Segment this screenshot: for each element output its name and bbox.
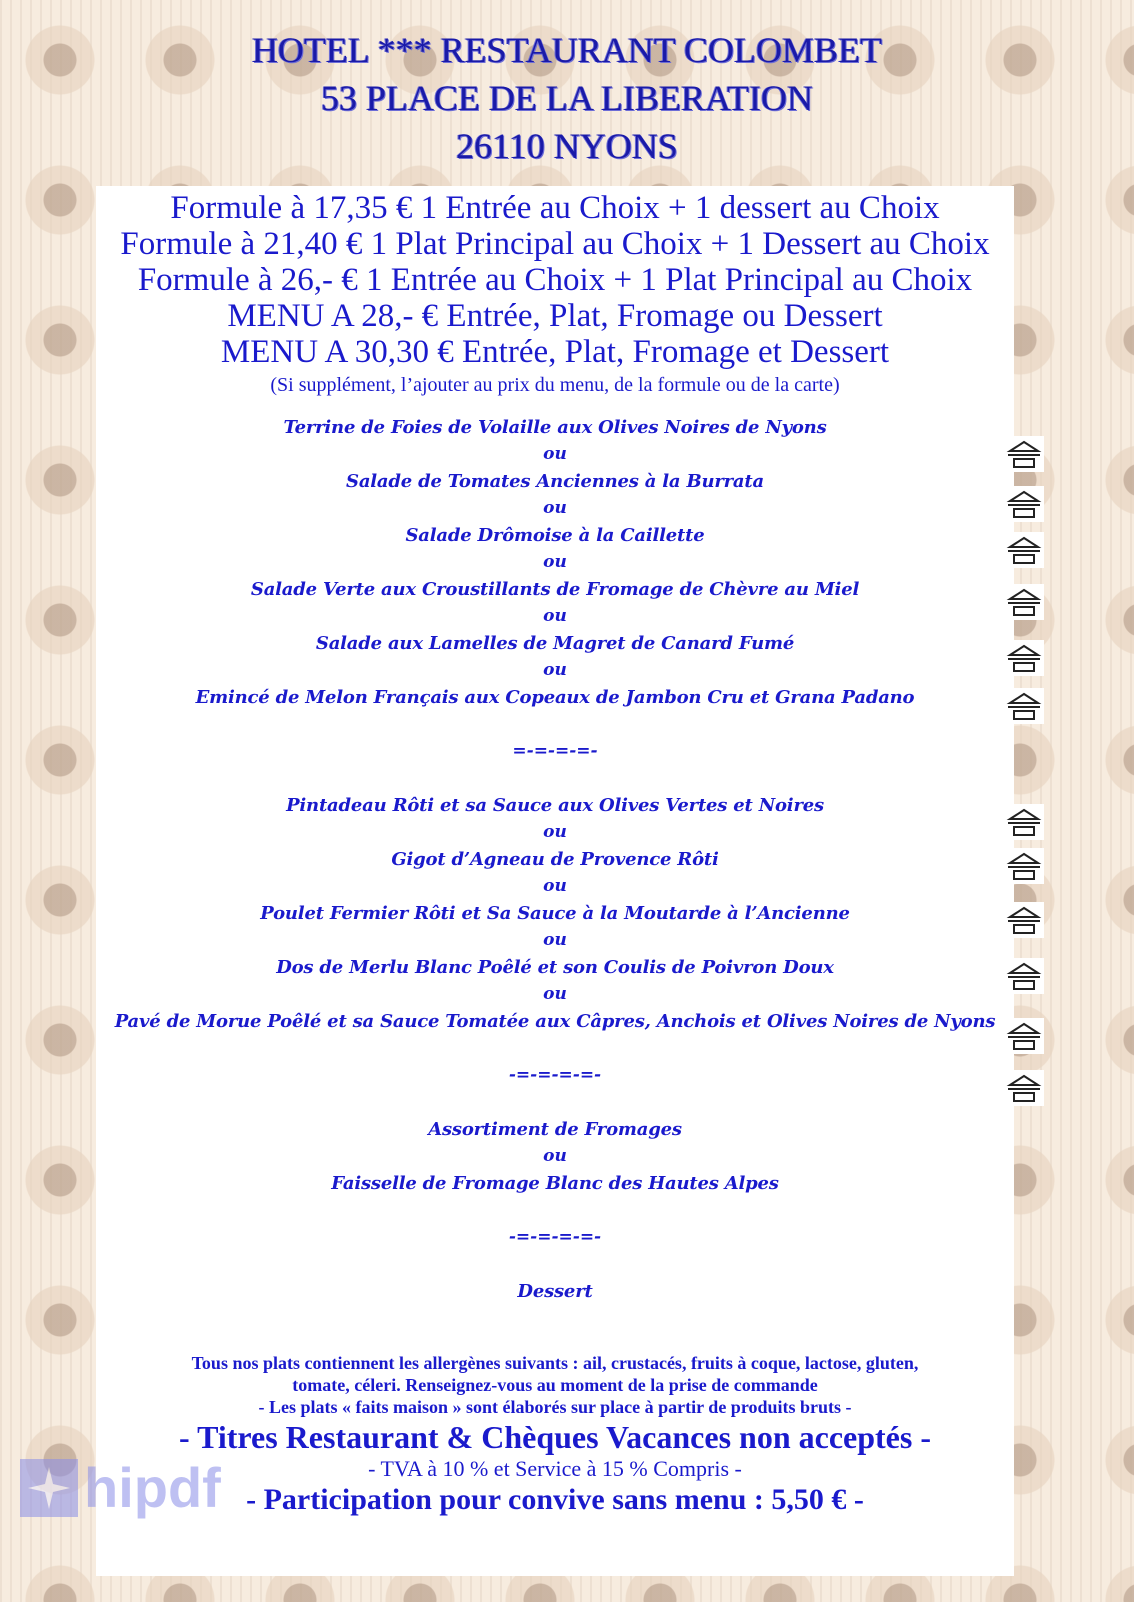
house-maison-icon (1004, 640, 1044, 676)
house-maison-icon (1004, 532, 1044, 568)
dessert-item: Dessert (517, 1281, 593, 1302)
starter-item: Salade de Tomates Anciennes à la Burrata (346, 471, 764, 492)
formula-list (96, 190, 1014, 398)
cheese-item: Assortiment de Fromages (428, 1119, 682, 1140)
or-label: ou (543, 930, 567, 950)
house-maison-icon (1004, 584, 1044, 620)
or-label: ou (543, 606, 567, 626)
starter-item: Emincé de Melon Français aux Copeaux de Jambon Cru et Grana Padano (195, 687, 915, 708)
or-label: ou (543, 876, 567, 896)
main-item: Poulet Fermier Rôti et Sa Sauce à la Moutarde à l’Ancienne (260, 903, 850, 924)
house-maison-icon (1004, 848, 1044, 884)
starter-item: Salade Verte aux Croustillants de Fromage de Chèvre au Miel (250, 579, 860, 600)
payment-notice: - Titres Restaurant & Chèques Vacances non acceptés - (179, 1419, 931, 1455)
menu-30: MENU A 30,30 € Entrée, Plat, Fromage et Dessert (220, 334, 890, 370)
hipdf-logo-icon (20, 1459, 78, 1517)
section-separator: -=-=-=-=- (508, 1065, 602, 1085)
main-item: Gigot d’Agneau de Provence Rôti (391, 849, 719, 870)
main-item: Dos de Merlu Blanc Poêlé et son Coulis de Poivron Doux (276, 957, 834, 978)
restaurant-address: 53 PLACE DE LA LIBERATION (321, 78, 813, 118)
allergen-notice (96, 1352, 1014, 1396)
allergen-line-1: Tous nos plats contiennent les allergènes suivants : ail, crustacés, fruits à coque, lactose, gluten, (191, 1353, 919, 1373)
formula-3: Formule à 26,- € 1 Entrée au Choix + 1 Plat Principal au Choix (137, 262, 973, 298)
watermark-text: hipdf (84, 1456, 221, 1519)
main-item: Pintadeau Rôti et sa Sauce aux Olives Vertes et Noires (286, 795, 824, 816)
cheese-item: Faisselle de Fromage Blanc des Hautes Alpes (331, 1173, 779, 1194)
dish-list (96, 414, 1014, 1305)
participation-notice: - Participation pour convive sans menu : 5,50 € - (246, 1483, 864, 1516)
restaurant-name: HOTEL *** RESTAURANT COLOMBET (251, 30, 883, 70)
starter-item: Salade Drômoise à la Caillette (405, 525, 705, 546)
house-maison-icon (1004, 486, 1044, 522)
watermark (20, 1458, 300, 1518)
house-maison-icon (1004, 804, 1044, 840)
or-label: ou (543, 552, 567, 572)
or-label: ou (543, 444, 567, 464)
menu-28: MENU A 28,- € Entrée, Plat, Fromage ou Dessert (227, 298, 883, 334)
or-label: ou (543, 822, 567, 842)
main-item: Pavé de Morue Poêlé et sa Sauce Tomatée aux Câpres, Anchois et Olives Noires de Nyons (114, 1011, 996, 1032)
supplement-note: (Si supplément, l’ajouter au prix du menu, de la formule ou de la carte) (270, 374, 840, 396)
restaurant-header (0, 26, 1134, 170)
restaurant-city: 26110 NYONS (456, 126, 678, 166)
starter-item: Salade aux Lamelles de Magret de Canard Fumé (315, 633, 795, 654)
starter-item: Terrine de Foies de Volaille aux Olives Noires de Nyons (283, 417, 827, 438)
formula-2: Formule à 21,40 € 1 Plat Principal au Choix + 1 Dessert au Choix (120, 226, 990, 262)
house-maison-icon (1004, 1070, 1044, 1106)
section-separator: =-=-=-=- (512, 741, 598, 761)
tax-notice: - TVA à 10 % et Service à 15 % Compris - (368, 1456, 742, 1481)
or-label: ou (543, 1146, 567, 1166)
house-maison-icon (1004, 436, 1044, 472)
house-maison-icon (1004, 958, 1044, 994)
or-label: ou (543, 984, 567, 1004)
section-separator: -=-=-=-=- (508, 1227, 602, 1247)
homemade-notice: - Les plats « faits maison » sont élaborés sur place à partir de produits bruts - (258, 1397, 852, 1417)
house-maison-icon (1004, 902, 1044, 938)
allergen-line-2: tomate, céleri. Renseignez-vous au moment de la prise de commande (292, 1375, 818, 1395)
house-maison-icon (1004, 1018, 1044, 1054)
formula-1: Formule à 17,35 € 1 Entrée au Choix + 1 dessert au Choix (170, 190, 940, 226)
or-label: ou (543, 498, 567, 518)
house-maison-icon (1004, 688, 1044, 724)
or-label: ou (543, 660, 567, 680)
